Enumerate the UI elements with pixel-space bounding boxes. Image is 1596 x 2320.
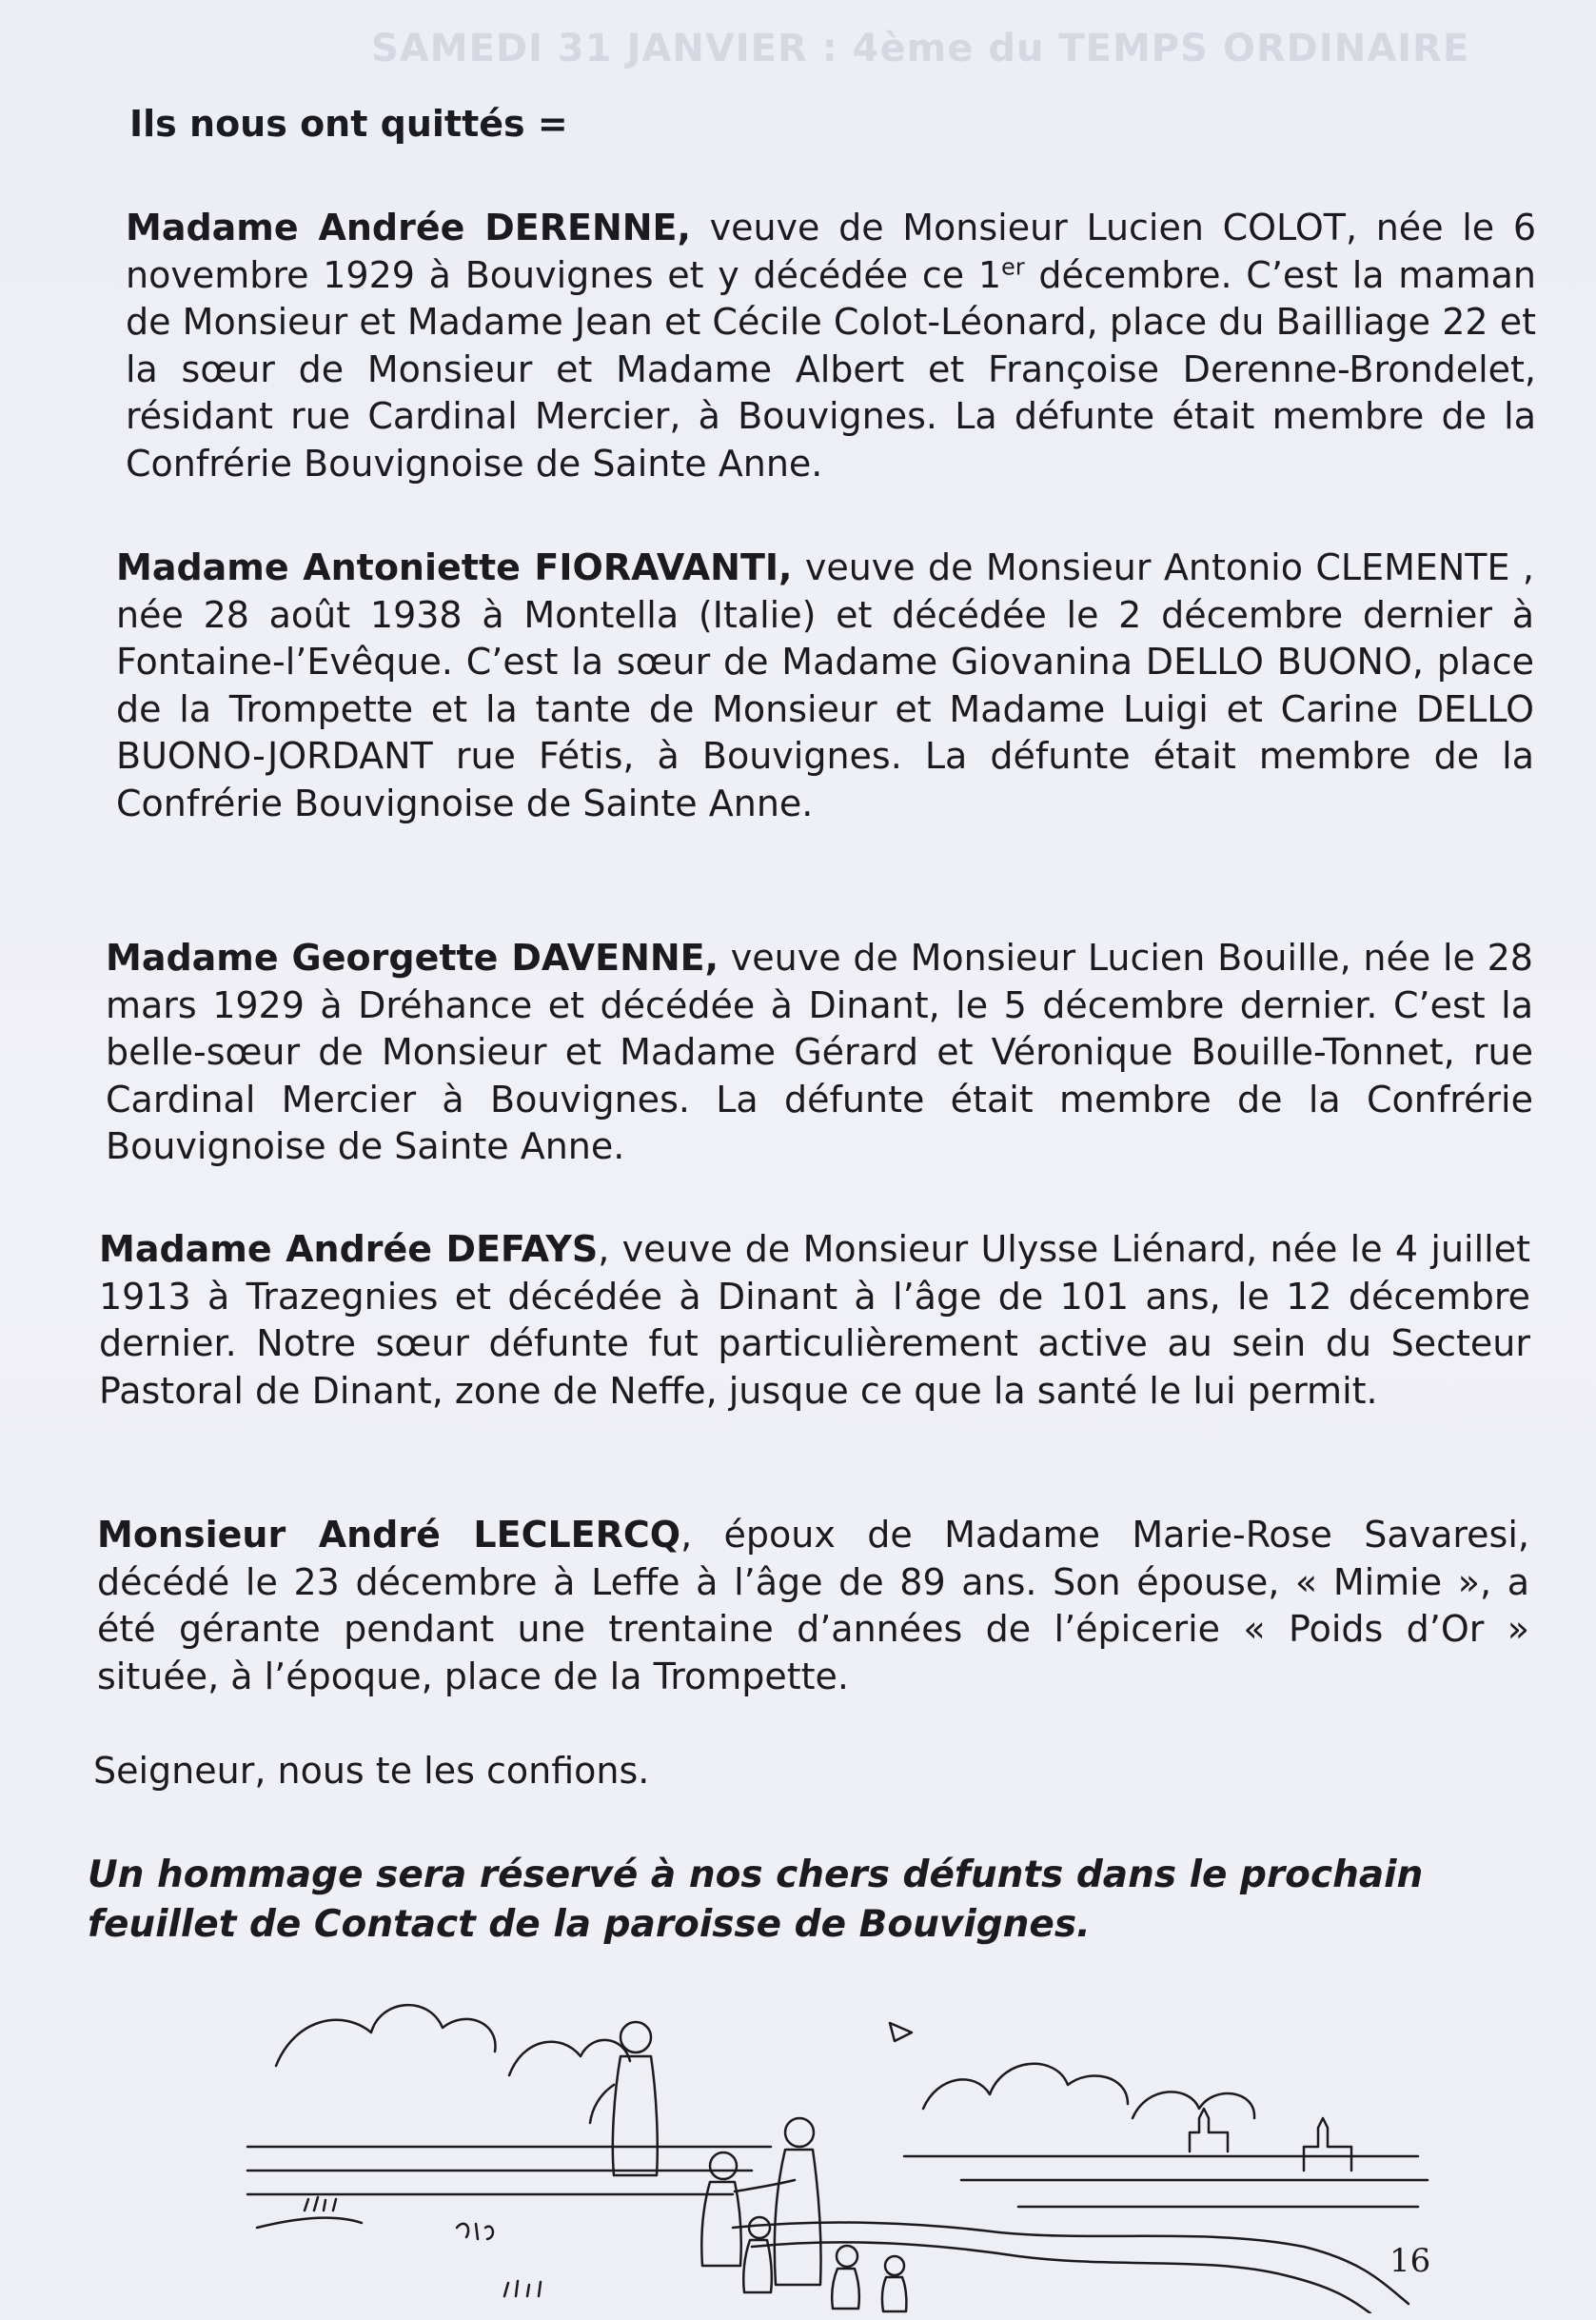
entry-text: veuve de Monsieur Antonio CLEMENTE , née 28 août 1938 à Montella (Italie) et décédée le 2 décembre dernier à Fontaine-l’Evêque. C’est la sœur de Madame Giovanina DELLO BUONO, place de la Trompette et la tante de Monsieur et Madame Luigi et Carine DELLO BUONO-JORDANT rue Fétis, à Bouvignes. La défunte était membre de la Confrérie Bouvignoise de Sainte Anne. (116, 546, 1534, 824)
ordinal-suffix: er (1001, 252, 1025, 280)
entry-text-continued: décembre. C’est la maman de Monsieur et Madame Jean et Cécile Colot-Léonard, place du Bailliage 22 et la sœur de Monsieur et Madame Albert et Françoise Derenne-Brondelet, résidant rue Cardinal Mercier, à Bouvignes. La défunte était membre de la Confrérie Bouvignoise de Sainte Anne. (126, 253, 1536, 485)
deceased-name: Monsieur André LECLERCQ (97, 1514, 681, 1556)
deceased-name: Madame Georgette DAVENNE, (106, 937, 719, 979)
entry-text: veuve de Monsieur Lucien COLOT, née le 6 novembre 1929 à Bouvignes et y décédée ce 1 (126, 207, 1536, 296)
page-number: 16 (1389, 2242, 1431, 2280)
closing-prayer: Seigneur, nous te les confions. (93, 1750, 650, 1792)
entry-text: , époux de Madame Marie-Rose Savaresi, décédé le 23 décembre à Leffe à l’âge de 89 ans. Son épouse, « Mimie », a été gérante pendant une trentaine d’années de l’épicerie « Poids d’Or » située, à l’époque, place de la Trompette. (97, 1514, 1529, 1697)
bleed-through-header: SAMEDI 31 JANVIER : 4ème du TEMPS ORDINAIRE (371, 27, 1470, 70)
obituary-entry-3 (106, 935, 1533, 1171)
obituary-entry-5 (97, 1512, 1529, 1700)
entry-text: veuve de Monsieur Lucien Bouille, née le 28 mars 1929 à Dréhance et décédée à Dinant, le 5 décembre dernier. C’est la belle-sœur de Monsieur et Madame Gérard et Véronique Bouille-Tonnet, rue Cardinal Mercier à Bouvignes. La défunte était membre de la Confrérie Bouvignoise de Sainte Anne. (106, 937, 1533, 1167)
pilgrims-landscape-illustration (238, 1942, 1456, 2313)
deceased-name: Madame Antoniette FIORAVANTI, (116, 546, 793, 588)
section-heading: Ils nous ont quittés = (129, 103, 568, 145)
tribute-notice: Un hommage sera réservé à nos chers défunts dans le prochain feuillet de Contact de la paroisse de Bouvignes. (88, 1854, 1424, 1946)
obituary-entry-1 (126, 205, 1536, 487)
obituary-entry-4 (99, 1226, 1530, 1415)
obituary-entry-2 (116, 545, 1534, 827)
deceased-name: Madame Andrée DEFAYS (99, 1228, 599, 1270)
entry-text: , veuve de Monsieur Ulysse Liénard, née le 4 juillet 1913 à Trazegnies et décédée à Dinant à l’âge de 101 ans, le 12 décembre dernier. Notre sœur défunte fut particulièrement active au sein du Secteur Pastoral de Dinant, zone de Neffe, jusque ce que la santé le lui permit. (99, 1228, 1530, 1412)
deceased-name: Madame Andrée DERENNE, (126, 207, 691, 248)
